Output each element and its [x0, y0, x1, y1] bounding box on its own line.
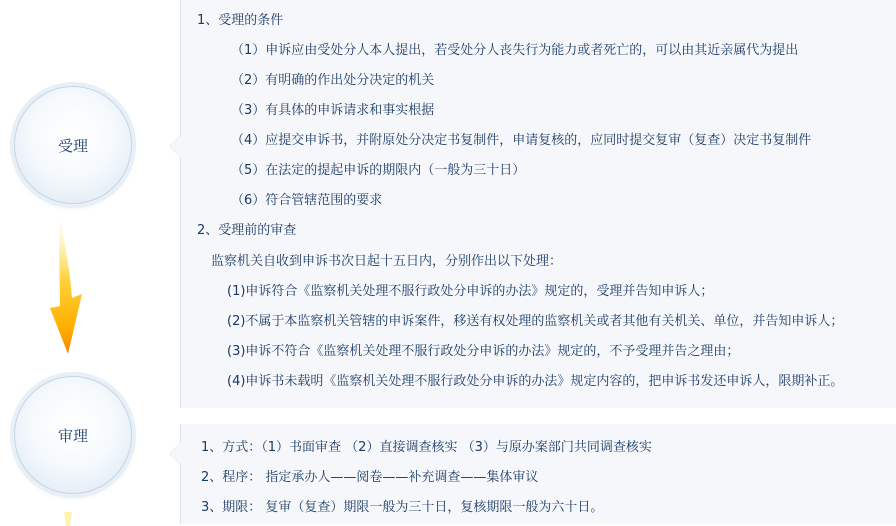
accept-conditions-heading: 1、受理的条件 [197, 13, 284, 28]
accept-condition-5: （5）在法定的提起申诉的期限内（一般为三十日） [231, 163, 526, 178]
pre-accept-handling-4: (4)申诉书未载明《监察机关处理不服行政处分申诉的办法》规定内容的，把申诉书发还申诉人，限期补正。 [227, 374, 844, 389]
pre-accept-review-intro: 监察机关自收到申诉书次日起十五日内，分别作出以下处理： [211, 254, 563, 269]
accept-condition-6: （6）符合管辖范围的要求 [231, 193, 383, 208]
accept-panel [180, 0, 896, 408]
pre-accept-handling-2: (2)不属于本监察机关管辖的申诉案件，移送有权处理的监察机关或者其他有关机关、单位，并告知申诉人； [227, 314, 844, 329]
review-deadline: 3、期限： 复审（复查）期限一般为三十日，复核期限一般为六十日。 [201, 500, 604, 515]
step-accept-label: 受理 [57, 136, 88, 155]
step-accept-circle[interactable] [14, 86, 132, 204]
step-review-circle[interactable] [14, 376, 132, 494]
review-panel-notch [169, 442, 181, 466]
review-procedure: 2、程序： 指定承办人——阅卷——补充调查——集体审议 [201, 470, 539, 485]
flow-arrow-icon [44, 218, 96, 358]
accept-condition-2: （2）有明确的作出处分决定的机关 [231, 73, 435, 88]
review-panel [180, 424, 896, 524]
accept-condition-4: （4）应提交申诉书，并附原处分决定书复制件，申请复核的，应同时提交复审（复查）决定书复制件 [231, 133, 812, 148]
accept-panel-notch [169, 134, 181, 158]
accept-condition-1: （1）申诉应由受处分人本人提出，若受处分人丧失行为能力或者死亡的，可以由其近亲属代为提出 [231, 43, 799, 58]
accept-condition-3: （3）有具体的申诉请求和事实根据 [231, 103, 435, 118]
pre-accept-review-heading: 2、受理前的审查 [197, 223, 297, 238]
pre-accept-handling-3: (3)申诉不符合《监察机关处理不服行政处分申诉的办法》规定的，不予受理并告之理由； [227, 344, 740, 359]
pre-accept-handling-1: (1)申诉符合《监察机关处理不服行政处分申诉的办法》规定的，受理并告知申诉人； [227, 284, 714, 299]
step-review-label: 审理 [57, 426, 88, 445]
review-method: 1、方式：（1）书面审查 （2）直接调查核实 （3）与原办案部门共同调查核实 [201, 440, 652, 455]
